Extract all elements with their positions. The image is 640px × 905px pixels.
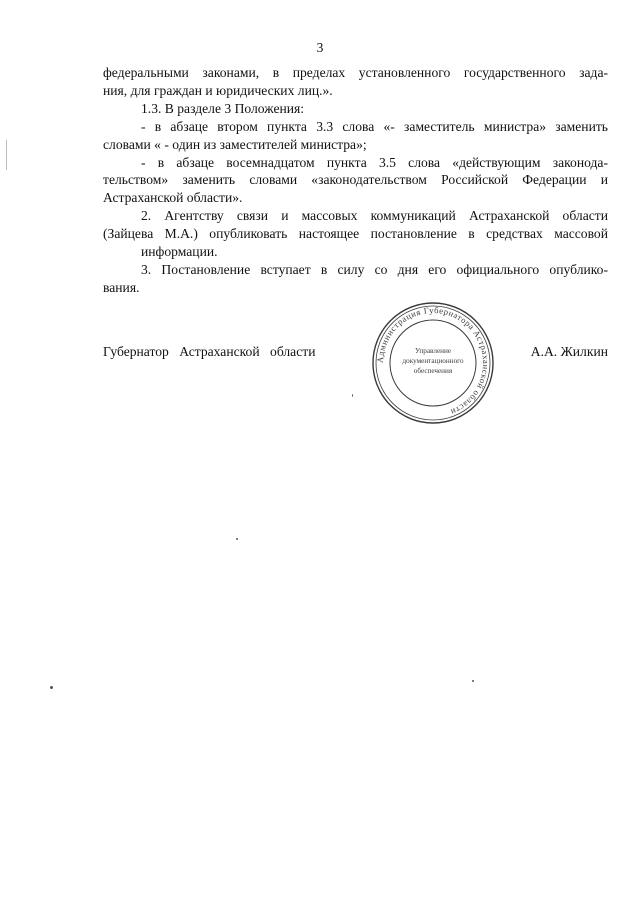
text-line: вания. (103, 279, 140, 295)
scan-speck (472, 680, 474, 682)
text-line: тельством» заменить словами «законодательством Российской Федерации и (103, 172, 608, 188)
seal-outer-text: Администрация Губернатора Астраханской области (374, 304, 492, 418)
text-line: ния, для граждан и юридических лиц.». (103, 82, 333, 98)
signatory-name: А.А. Жилкин (530, 344, 608, 359)
scan-speck (50, 686, 53, 689)
text-line: 3. Постановление вступает в силу со дня его официального опублико- (141, 261, 608, 277)
signatory-position: Губернатор Астраханской области (103, 344, 316, 359)
paragraph-effective-date (103, 261, 608, 297)
paragraph-section-heading (103, 100, 608, 118)
document-body (103, 64, 608, 297)
seal-inner-line: Управление (414, 347, 452, 355)
text-line: (Зайцева М.А.) опубликовать настоящее постановление в средствах массовой (103, 226, 608, 242)
text-line: словами « - один из заместителей министра»; (103, 136, 367, 152)
text-line: информации. (141, 244, 218, 260)
seal-inner-line: документационного (402, 357, 464, 365)
text-line: Астраханской области». (103, 190, 243, 206)
scan-speck (352, 394, 353, 397)
official-seal (371, 301, 495, 425)
text-line: - в абзаце восемнадцатом пункта 3.5 слова «действующим законода- (141, 154, 608, 170)
paragraph-publication (103, 207, 608, 261)
text-line: 2. Агентству связи и массовых коммуникаций Астраханской области (141, 208, 608, 224)
seal-inner-line: обеспечения (413, 367, 453, 375)
text-line: федеральными законами, в пределах установленного государственного зада- (103, 65, 608, 80)
scan-speck (236, 538, 238, 540)
page-number: 3 (316, 40, 324, 55)
text-line: - в абзаце втором пункта 3.3 слова «- заместитель министра» заменить (141, 118, 608, 134)
text-line: 1.3. В разделе 3 Положения: (141, 100, 305, 116)
paragraph-continuation (103, 64, 608, 100)
paragraph-amendment-1 (103, 118, 608, 154)
paragraph-amendment-2 (103, 154, 608, 208)
scan-edge-mark (6, 140, 7, 170)
